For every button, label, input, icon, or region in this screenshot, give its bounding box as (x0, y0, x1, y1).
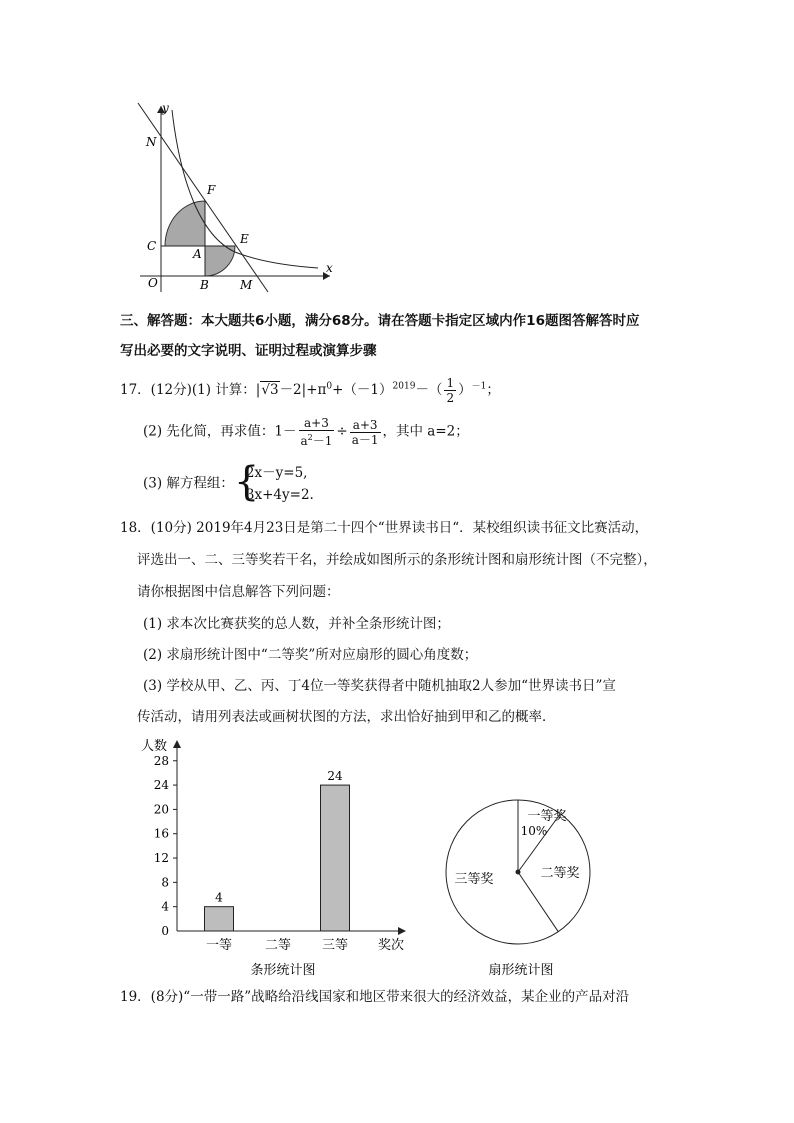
fraction-2 (350, 418, 381, 447)
x-axis-arrow-icon (398, 927, 406, 935)
quarter-circle-lower (205, 246, 235, 276)
label-A: A (193, 247, 202, 261)
fraction-half (444, 376, 456, 405)
q17-p3-head: (3) 解方程组： (143, 475, 234, 492)
q18-line5: (2) 求扇形统计图中“二等奖”所对应扇形的圆心角度数； (143, 647, 478, 663)
f2-den: a－1 (351, 432, 379, 447)
exp-neg1: －1 (471, 381, 487, 392)
pie-slice-label: 三等奖 (454, 872, 494, 887)
pie-slice-label: 二等奖 (540, 866, 580, 881)
bar-chart (110, 730, 430, 982)
x-category-label: 一等 (205, 938, 233, 953)
label-N: N (146, 135, 157, 149)
fraction-1 (299, 416, 335, 448)
div-sign: ÷ (336, 423, 348, 440)
q18-line7: 传活动，请用列表法或画树状图的方法，求出恰好抽到甲和乙的概率． (137, 709, 556, 725)
label-C: C (147, 239, 157, 253)
sqrt-arg: 3 (269, 382, 279, 398)
label-O: O (148, 276, 158, 290)
f1-den (299, 431, 335, 448)
label-F: F (207, 183, 216, 197)
f1-den-sup: 2 (307, 433, 313, 442)
pie-chart (430, 780, 620, 982)
q19-line1: 19．(8分)“一带一路”战略给沿线国家和地区带来很大的经济效益，某企业的产品对沿 (120, 989, 630, 1005)
y-axis-arrow-icon (173, 740, 181, 748)
f1-den-tail: －1 (312, 434, 333, 448)
q17-p2-tail: ，其中 a=2； (382, 423, 469, 440)
y-tick-label: 20 (153, 802, 169, 817)
eq1: 2x－y=5, (245, 465, 308, 481)
y-tick-label: 24 (153, 778, 169, 793)
q17-part2 (143, 416, 469, 448)
label-M: M (240, 278, 253, 292)
q18-line4: (1) 求本次比赛获奖的总人数，并补全条形统计图； (143, 616, 450, 632)
sqrt-sign: √3 (261, 382, 279, 398)
geometry-figure (0, 0, 794, 300)
y-tick-label: 0 (161, 924, 169, 938)
q17-semi: ； (486, 382, 500, 398)
y-tick-label: 12 (153, 851, 169, 866)
pie-slice-percent: 10% (520, 824, 548, 838)
label-E: E (240, 232, 249, 246)
pie-center-dot (516, 870, 521, 875)
equation-system (233, 459, 314, 506)
section3-heading-line1: 三、解答题：本大题共6小题，满分68分。请在答题卡指定区域内作16题图答解答时应 (120, 313, 640, 329)
brace-icon: { (233, 459, 260, 505)
eq2: 3x+4y=2. (245, 487, 314, 503)
x-axis-label: 奖次 (378, 938, 405, 953)
q17-part3 (143, 459, 314, 506)
x-category-label: 二等 (264, 938, 292, 953)
bar-data-label: 24 (327, 769, 343, 784)
y-tick-label: 28 (153, 753, 169, 768)
q18-line3: 请你根据图中信息解答下列问题： (137, 584, 340, 600)
label-y: y (162, 101, 169, 115)
q17-head: 17．(12分)(1) 计算：| (120, 382, 261, 398)
half-den: 2 (446, 391, 455, 405)
line-NM (138, 103, 268, 292)
bar-data-label: 4 (215, 890, 223, 905)
half-num: 1 (446, 376, 455, 390)
q17-mid: －2|+π (279, 382, 327, 398)
q17-mid2: +（－1） (332, 382, 393, 398)
y-tick-label: 8 (161, 875, 169, 890)
y-axis-label: 人数 (141, 739, 168, 754)
label-B: B (200, 278, 209, 292)
q17-p2-head: (2) 先化简，再求值：1－ (143, 423, 297, 440)
q17-part1 (120, 376, 500, 405)
pie-slice-label: 一等奖 (527, 809, 567, 824)
y-tick-label: 16 (153, 826, 169, 841)
x-category-label: 三等 (321, 938, 349, 953)
y-tick-label: 4 (161, 899, 169, 914)
bar-chart-title: 条形统计图 (250, 963, 316, 978)
q18-line6: (3) 学校从甲、乙、丙、丁4位一等奖获得者中随机抽取2人参加“世界读书日”宣 (143, 678, 616, 694)
section3-heading-line2: 写出必要的文字说明、证明过程或演算步骤 (120, 343, 377, 359)
q17-end: ） (458, 382, 472, 398)
exp-2019: 2019 (392, 381, 416, 392)
f2-num: a+3 (350, 418, 381, 433)
q18-line2: 评选出一、二、三等奖若干名，并绘成如图所示的条形统计图和扇形统计图（不完整）， (137, 552, 657, 568)
bar-一等 (205, 907, 234, 931)
f1-num: a+3 (299, 416, 335, 431)
label-x: x (326, 261, 333, 275)
q18-line1: 18．(10分) 2019年4月23日是第二十四个“世界读书日“．某校组织读书征文比赛活动， (120, 520, 649, 536)
bar-三等 (321, 785, 350, 931)
f1-den-base: a (300, 434, 308, 448)
pie-chart-title: 扇形统计图 (488, 963, 554, 978)
q17-mid3: －（ (415, 382, 443, 398)
quarter-circle-upper (165, 201, 205, 246)
exp-0: 0 (326, 381, 333, 392)
